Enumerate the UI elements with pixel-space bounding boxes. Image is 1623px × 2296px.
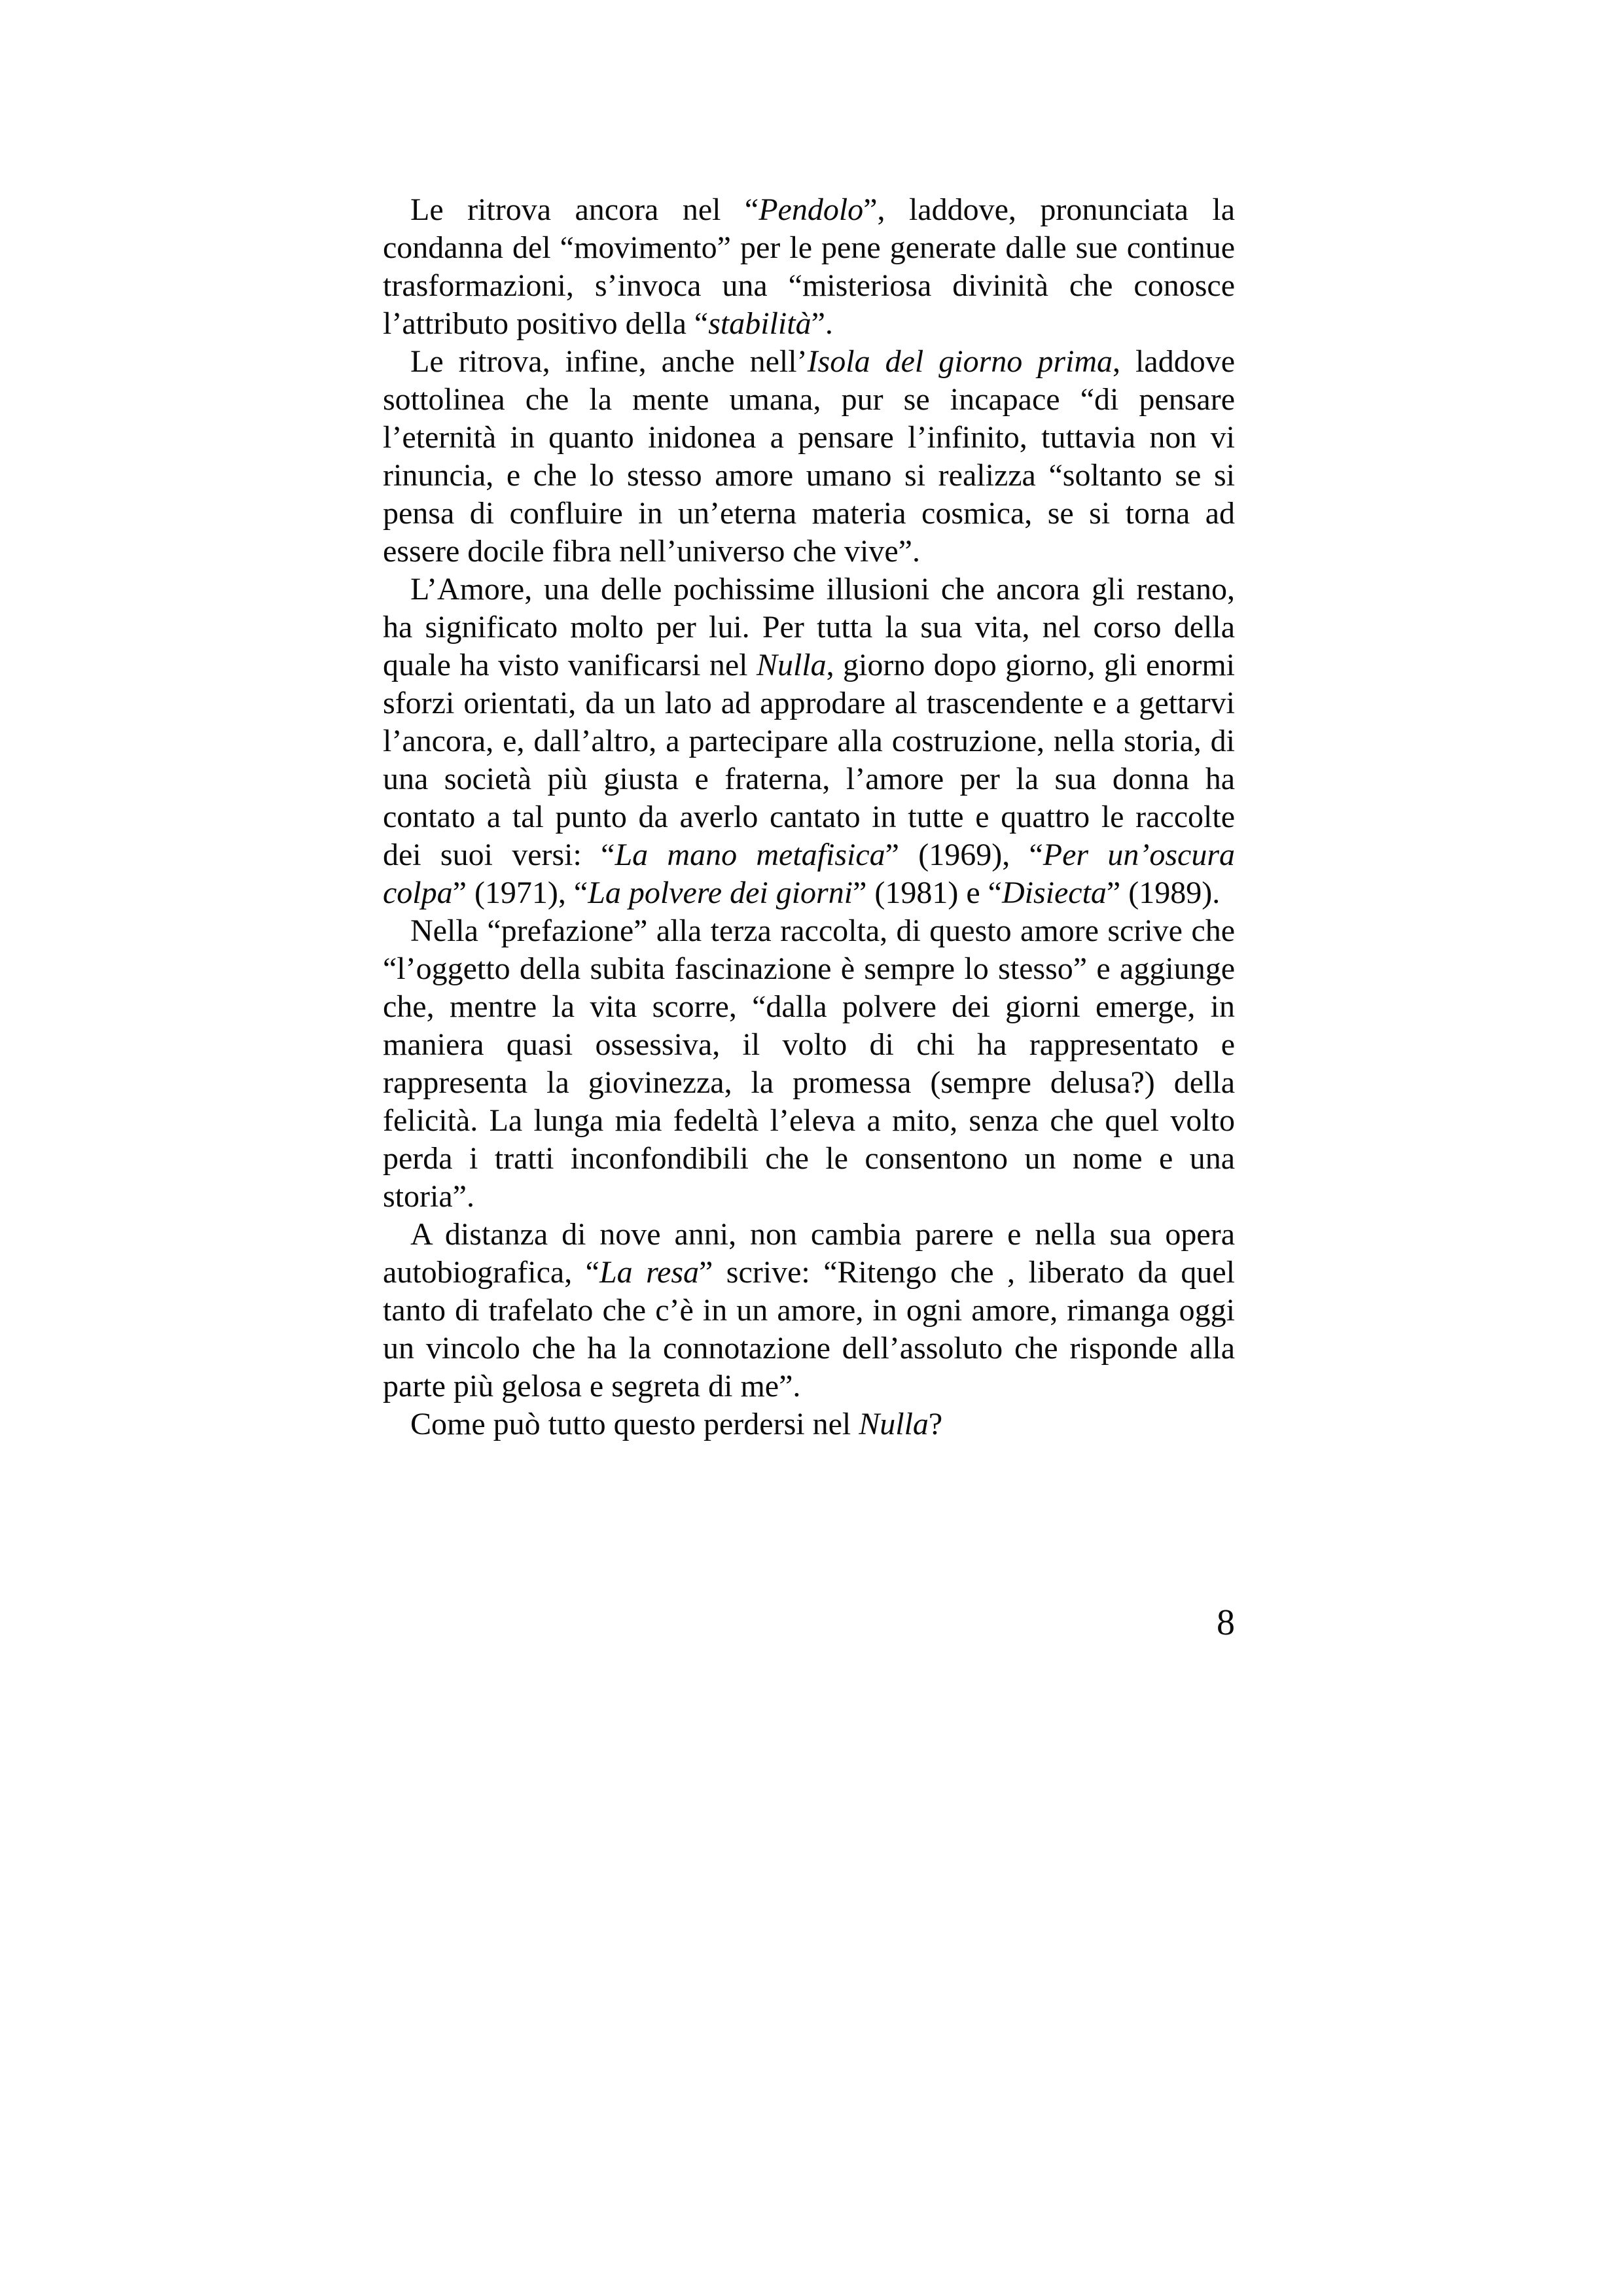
italic-text-run: La polvere dei giorni bbox=[588, 875, 853, 910]
italic-text-run: La resa bbox=[599, 1255, 700, 1290]
italic-text-run: Nulla bbox=[859, 1407, 929, 1441]
paragraph bbox=[383, 912, 1235, 1216]
text-run: ” (1971), “ bbox=[452, 875, 588, 910]
text-run: ? bbox=[928, 1407, 943, 1441]
text-run: ”. bbox=[811, 306, 833, 341]
paragraph bbox=[383, 343, 1235, 571]
text-run: Le ritrova, infine, anche nell’ bbox=[410, 344, 808, 379]
text-run: Come può tutto questo perdersi nel bbox=[410, 1407, 859, 1441]
italic-text-run: Per un’oscura colpa bbox=[383, 838, 1236, 910]
text-run: Nella “prefazione” alla terza raccolta, di questo amore scrive che “l’oggetto della subita fascinazione è sempre lo stesso” e aggiunge che, mentre la vita scorre, “dalla polvere dei giorni emerge, in maniera quasi ossessiva, il volto di chi ha rappresentato e rappresenta la giovinezza, la promessa (sempre delusa?) della felicità. La lunga mia fedeltà l’eleva a mito, senza che quel volto perda i tratti inconfondibili che le consentono un nome e una storia”. bbox=[383, 913, 1235, 1214]
page-number: 8 bbox=[1217, 1602, 1235, 1643]
text-run: A distanza di nove anni, non cambia parere e nella sua opera autobiografica, “ bbox=[383, 1217, 1235, 1290]
text-run: ” scrive: “Ritengo che , liberato da quel tanto di trafelato che c’è in un amore, in ogni amore, rimanga oggi un vincolo che ha la connotazione dell’assoluto che risponde alla parte più gelosa e segreta di me”. bbox=[383, 1255, 1235, 1404]
text-run: Le ritrova ancora nel “ bbox=[410, 192, 759, 227]
italic-text-run: stabilità bbox=[708, 306, 812, 341]
paragraph bbox=[383, 1216, 1235, 1405]
paragraph bbox=[383, 1405, 1235, 1443]
italic-text-run: Isola del giorno prima bbox=[807, 344, 1113, 379]
text-run: ” (1989). bbox=[1106, 875, 1221, 910]
italic-text-run: Disiecta bbox=[1001, 875, 1107, 910]
body-text-column bbox=[383, 191, 1235, 1443]
text-run: L’Amore, una delle pochissime illusioni che ancora gli restano, ha significato molto per lui. Per tutta la sua vita, nel corso della quale ha visto vanificarsi nel bbox=[383, 572, 1235, 682]
text-run: ” (1969), “ bbox=[885, 838, 1043, 872]
text-run: , laddove sottolinea che la mente umana, pur se incapace “di pensare l’eternità in quanto inidonea a pensare l’infinito, tuttavia non vi rinuncia, e che lo stesso amore umano si realizza “soltanto se si pensa di confluire in un’eterna materia cosmica, se si torna ad essere docile fibra nell’universo che vive”. bbox=[383, 344, 1235, 569]
italic-text-run: La mano metafisica bbox=[615, 838, 885, 872]
text-run: ”, laddove, pronunciata la condanna del “movimento” per le pene generate dalle sue continue trasformazioni, s’invoca una “misteriosa divinità che conosce l’attributo positivo della “ bbox=[383, 192, 1235, 341]
paragraph bbox=[383, 191, 1235, 343]
italic-text-run: Nulla bbox=[756, 648, 827, 682]
paragraph bbox=[383, 571, 1235, 912]
text-run: ” (1981) e “ bbox=[853, 875, 1002, 910]
italic-text-run: Pendolo bbox=[758, 192, 864, 227]
text-run: , giorno dopo giorno, gli enormi sforzi orientati, da un lato ad approdare al trascendente e a gettarvi l’ancora, e, dall’altro, a partecipare alla costruzione, nella storia, di una società più giusta e fraterna, l’amore per la sua donna ha contato a tal punto da averlo cantato in tutte e quattro le raccolte dei suoi versi: “ bbox=[383, 648, 1235, 872]
